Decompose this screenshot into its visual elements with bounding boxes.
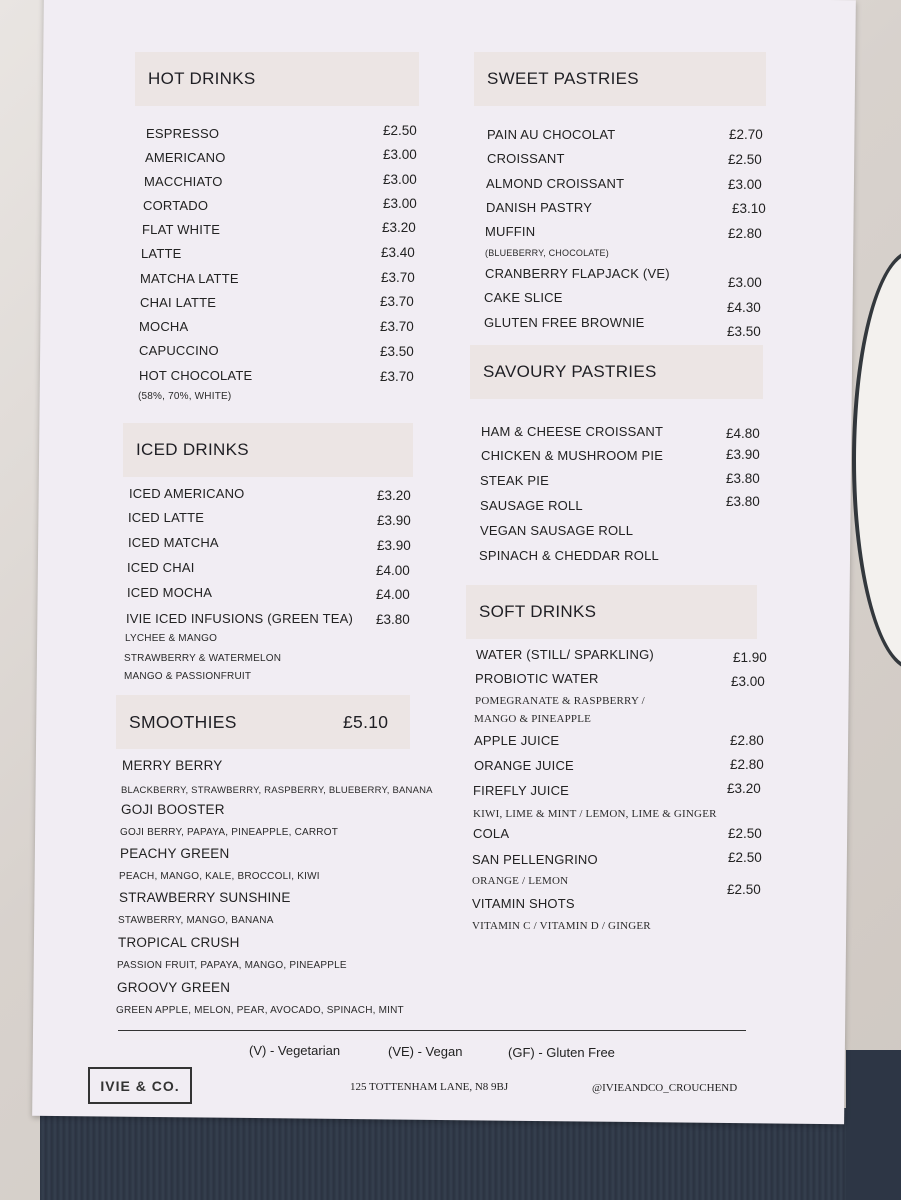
menu-item-price: £3.00 [731,674,765,689]
menu-item-name: COLA [473,826,510,841]
smoothie-ingredients: GOJI BERRY, PAPAYA, PINEAPPLE, CARROT [120,827,339,838]
drink-flavours: MANGO & PINEAPPLE [474,713,592,725]
smoothie-ingredients: PASSION FRUIT, PAPAYA, MANGO, PINEAPPLE [117,960,347,971]
footer-divider [118,1030,746,1031]
menu-item-name: WATER (STILL/ SPARKLING) [476,647,654,662]
menu-item-name: APPLE JUICE [474,733,560,748]
menu-item-name: CAPUCCINO [139,343,219,358]
smoothie-ingredients: GREEN APPLE, MELON, PEAR, AVOCADO, SPINACH, MINT [116,1005,404,1016]
infusion-flavour: LYCHEE & MANGO [125,633,218,644]
menu-item-name: VEGAN SAUSAGE ROLL [480,523,634,538]
menu-item-price: £3.00 [383,196,417,211]
brand-logo: IVIE & CO. [88,1067,192,1104]
menu-item-price: £3.20 [727,781,761,796]
menu-item-name: CROISSANT [487,151,565,166]
sweet-pastries-header: SWEET PASTRIES [474,52,766,106]
legend-gluten-free: (GF) - Gluten Free [508,1045,615,1060]
menu-item-price: £3.80 [376,612,410,627]
menu-item-price: £3.90 [377,513,411,528]
drink-flavours: VITAMIN C / VITAMIN D / GINGER [472,920,651,932]
smoothie-ingredients: STAWBERRY, MANGO, BANANA [118,915,274,926]
menu-item-name: VITAMIN SHOTS [472,896,575,911]
menu-item-price: £2.50 [727,882,761,897]
menu-item-price: £3.20 [382,220,416,235]
menu-item-name: ESPRESSO [146,126,220,141]
menu-item-name: STEAK PIE [480,473,549,488]
menu-item-name: MACCHIATO [144,174,223,189]
menu-item-name: CHAI LATTE [140,295,217,310]
menu-item-price: £4.80 [726,426,760,441]
legend-vegan: (VE) - Vegan [388,1044,463,1059]
hot-chocolate-note: (58%, 70%, WHITE) [138,391,232,402]
infusion-flavour: MANGO & PASSIONFRUIT [124,671,252,682]
menu-item-price: £3.40 [381,245,415,260]
menu-item-name: FIREFLY JUICE [473,783,570,798]
menu-item-name: HAM & CHEESE CROISSANT [481,424,664,439]
instagram-handle: @IVIEANDCO_CROUCHEND [592,1082,738,1094]
menu-item-name: ICED LATTE [128,510,205,525]
menu-item-price: £4.00 [376,563,410,578]
legend-vegetarian: (V) - Vegetarian [249,1043,341,1058]
soft-drinks-header: SOFT DRINKS [466,585,757,639]
menu-item-price: £3.00 [728,177,762,192]
menu-item-name: SAN PELLENGRINO [472,852,598,867]
menu-item-price: £3.50 [380,344,414,359]
smoothie-name: GROOVY GREEN [117,980,231,995]
menu-item-price: £2.50 [728,826,762,841]
smoothies-title: SMOOTHIES [129,711,237,732]
smoothies-header [116,695,410,749]
menu-item-price: £3.00 [728,275,762,290]
menu-item-name: ORANGE JUICE [474,758,574,773]
menu-item-price: £3.90 [377,538,411,553]
menu-item-name: CHICKEN & MUSHROOM PIE [481,448,664,463]
smoothie-ingredients: PEACH, MANGO, KALE, BROCCOLI, KIWI [119,871,320,882]
menu-item-price: £3.90 [726,447,760,462]
menu-item-name: AMERICANO [145,150,226,165]
menu-item-price: £3.20 [377,488,411,503]
menu-item-name: GLUTEN FREE BROWNIE [484,315,645,330]
hot-drinks-header: HOT DRINKS [135,52,419,106]
menu-item-name: ICED CHAI [127,560,195,575]
menu-item-name: MOCHA [139,319,189,334]
menu-item-price: £2.80 [730,733,764,748]
smoothie-name: PEACHY GREEN [120,846,230,861]
menu-item-name: HOT CHOCOLATE [139,368,253,383]
menu-item-price: £3.70 [380,369,414,384]
smoothie-name: TROPICAL CRUSH [118,935,240,950]
menu-item-name: SAUSAGE ROLL [480,498,583,513]
menu-item-name: DANISH PASTRY [486,200,593,215]
menu-item-price: £2.50 [383,123,417,138]
menu-item-price: £2.50 [728,850,762,865]
iced-drinks-header: ICED DRINKS [123,423,413,477]
address: 125 TOTTENHAM LANE, N8 9BJ [350,1081,509,1093]
menu-item-price: £2.50 [728,152,762,167]
menu-item-name: ICED MATCHA [128,535,219,550]
menu-item-price: £3.10 [732,201,766,216]
menu-item-name: PROBIOTIC WATER [475,671,599,686]
menu-item-name: MUFFIN [485,224,536,239]
menu-item-name: IVIE ICED INFUSIONS (GREEN TEA) [126,611,353,626]
menu-item-price: £3.00 [383,147,417,162]
menu-item-name: CAKE SLICE [484,290,563,305]
smoothie-name: GOJI BOOSTER [121,802,225,817]
savoury-pastries-header: SAVOURY PASTRIES [470,345,763,399]
menu-item-price: £3.70 [380,294,414,309]
menu-item-price: £4.30 [727,300,761,315]
smoothies-price: £5.10 [343,711,389,732]
menu-item-price: £3.80 [726,471,760,486]
menu-item-price: £3.80 [726,494,760,509]
smoothie-ingredients: BLACKBERRY, STRAWBERRY, RASPBERRY, BLUEBERRY, BANANA [121,785,433,796]
smoothie-name: MERRY BERRY [122,758,223,773]
menu-item-name: SPINACH & CHEDDAR ROLL [479,548,659,563]
drink-flavours: POMEGRANATE & RASPBERRY / [475,695,645,707]
drink-flavours: ORANGE / LEMON [472,875,569,887]
menu-item-price: £3.00 [383,172,417,187]
menu-item-price: £3.70 [380,319,414,334]
menu-item-name: CRANBERRY FLAPJACK (VE) [485,266,670,281]
smoothie-name: STRAWBERRY SUNSHINE [119,890,291,905]
menu-item-price: £1.90 [733,650,767,665]
menu-item-name: ALMOND CROISSANT [486,176,625,191]
menu-item-price: £2.80 [730,757,764,772]
menu-item-name: LATTE [141,246,182,261]
menu-item-name: ICED MOCHA [127,585,213,600]
menu-item-price: £3.70 [381,270,415,285]
menu-item-name: PAIN AU CHOCOLAT [487,127,616,142]
menu-item-price: £2.70 [729,127,763,142]
menu-item-name: MATCHA LATTE [140,271,239,286]
menu-item-name: FLAT WHITE [142,222,221,237]
menu-item-price: £2.80 [728,226,762,241]
menu-item-price: £4.00 [376,587,410,602]
muffin-flavours: (BLUEBERRY, CHOCOLATE) [485,248,609,258]
menu-item-name: ICED AMERICANO [129,486,245,501]
drink-flavours: KIWI, LIME & MINT / LEMON, LIME & GINGER [473,808,717,820]
menu-item-name: CORTADO [143,198,209,213]
infusion-flavour: STRAWBERRY & WATERMELON [124,653,282,664]
menu-item-price: £3.50 [727,324,761,339]
